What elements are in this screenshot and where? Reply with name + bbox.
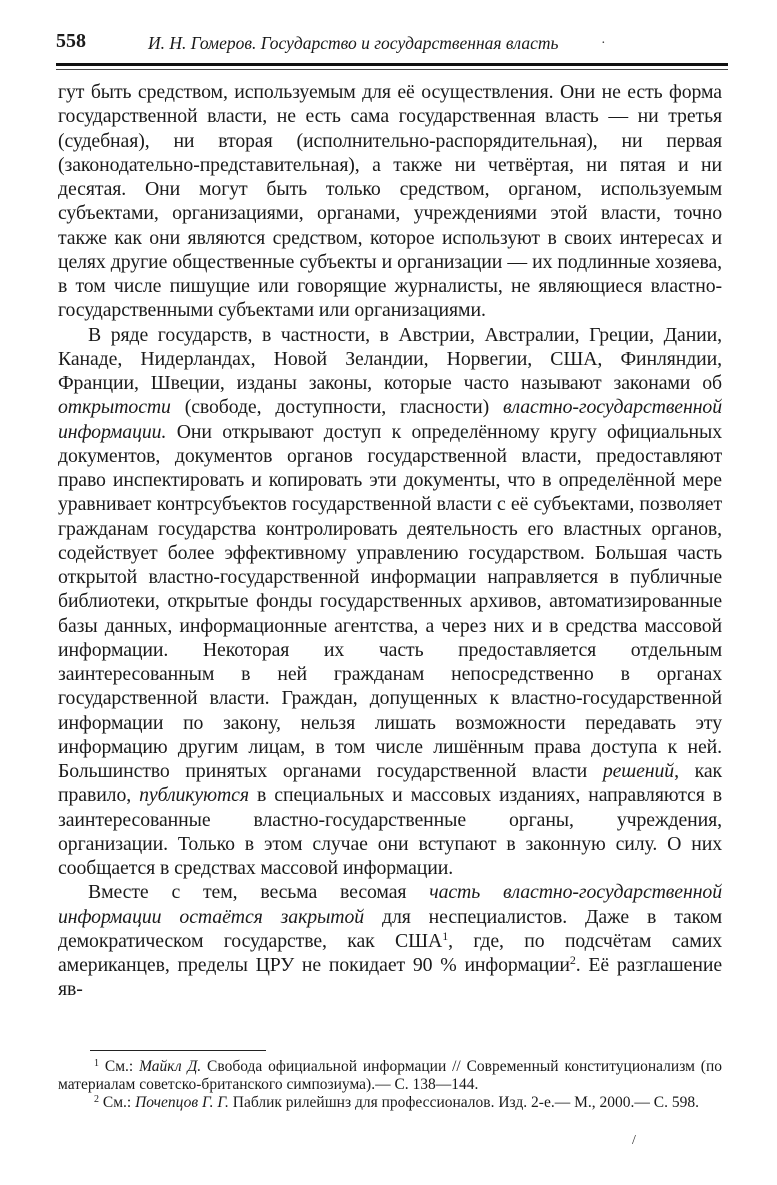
text-run: (свободе, доступности, гласности) (170, 396, 503, 419)
footnote (58, 1058, 722, 1094)
text-run: В ряде государств, в частности, в Австрии, Австралии, Греции, Дании, Канаде, Нидерландах, Новой Зеландии, Норвегии, США, Финляндии, Франции, Швеции, изданы законы, которые часто называют законами об (58, 323, 722, 394)
text-run: , как правило, (58, 760, 723, 807)
emphasis-text: властно-государственной информации. (58, 396, 722, 443)
text-run: в специальных и массовых изданиях, направляются в заинтересованные властно-государственные органы, учреждения, организации. Только в этом случае они вступают в законную силу. О них сообщается в средствах массовой информации. (58, 784, 722, 879)
stray-mark: / (632, 1133, 636, 1148)
paragraph (58, 323, 722, 881)
stray-mark: · (601, 36, 606, 51)
paragraph (58, 880, 722, 1001)
emphasis-text: Майкл Д. (139, 1058, 202, 1075)
text-run: . Её разглашение яв- (58, 954, 722, 1001)
footnote-marker: 2 (94, 1093, 99, 1105)
text-run: Паблик рилейшнз для профессионалов. Изд. 2-е.— М., 2000.— С. 598. (228, 1093, 699, 1111)
page-header (56, 30, 747, 60)
text-run: , где, по подсчётам самих американцев, пределы ЦРУ не покидает 90 % информации (58, 929, 722, 976)
text-run: См.: (99, 1058, 140, 1075)
text-run: Вместе с тем, весьма весомая (88, 881, 430, 904)
emphasis-text: публикуются (139, 784, 249, 807)
footnote-marker: 1 (442, 928, 449, 943)
header-rule-thick (56, 63, 728, 66)
text-run: См.: (99, 1093, 136, 1111)
emphasis-text: Почепцов Г. Г. (135, 1093, 229, 1111)
emphasis-text: открытости (58, 396, 171, 419)
page-number: 558 (56, 30, 86, 52)
text-run: Свобода официальной информации // Современный конституционализм (по материалам советско-британского симпозиума).— С. 138—144. (58, 1058, 722, 1093)
text-run: Они открывают доступ к определённому кругу официальных документов, документов органов государственной власти, предоставляют право инспектировать и копировать эти документы, что в определённой мере уравнивает контрсубъектов государственной власти с её субъектами, позволяет гражданам государства контролировать деятельность его властных органов, содействует более эффективному управлению государством. Большая часть открытой властно-государственной информации направляется в публичные библиотеки, открытые фонды государственных архивов, автоматизированные базы данных, информационные агентства, а через них и в средства массовой информации. Некоторая их часть предоставляется отдельным заинтересованным в ней гражданам непосредственно в органах государственной власти. Граждан, допущенных к властно-государственной информации по закону, нельзя лишать возможности передавать эту информацию другим лицам, в том числе лишённым права доступа к ней. Большинство принятых органами государственной власти (58, 420, 722, 782)
text-run: для неспециалистов. Даже в таком демократическом государстве, как США (58, 905, 722, 952)
body-text (58, 80, 722, 1002)
footnote-separator (90, 1050, 266, 1051)
emphasis-text: часть властно-государственной информации остаётся закрытой (58, 881, 722, 928)
header-rule-thin (56, 69, 728, 70)
footnote-marker: 2 (569, 953, 576, 967)
paragraph (58, 80, 722, 323)
footnote-marker: 1 (94, 1058, 99, 1069)
text-run: гут быть средством, используемым для её осуществления. Они не есть форма государственной власти, не есть сама государственная власть — ни третья (судебная), ни вторая (исполнительно-распорядительная), ни первая (законодательно-представительная), а также ни четвёртая, ни пятая и ни десятая. Они могут быть только средством, органом, используемым субъектами, организациями, органами, учреждениями этой власти, точно также как они являются средством, которое используют в своих интересах и целях другие общественные субъекты и организации — их подлинные хозяева, в том числе пишущие или говорящие журналисты, не являющиеся властно-государственными субъектами или организациями. (58, 81, 722, 322)
running-head: И. Н. Гомеров. Государство и государственная власть (148, 33, 559, 53)
footnotes (58, 1058, 722, 1111)
emphasis-text: решений (602, 760, 675, 782)
footnote (58, 1094, 722, 1112)
